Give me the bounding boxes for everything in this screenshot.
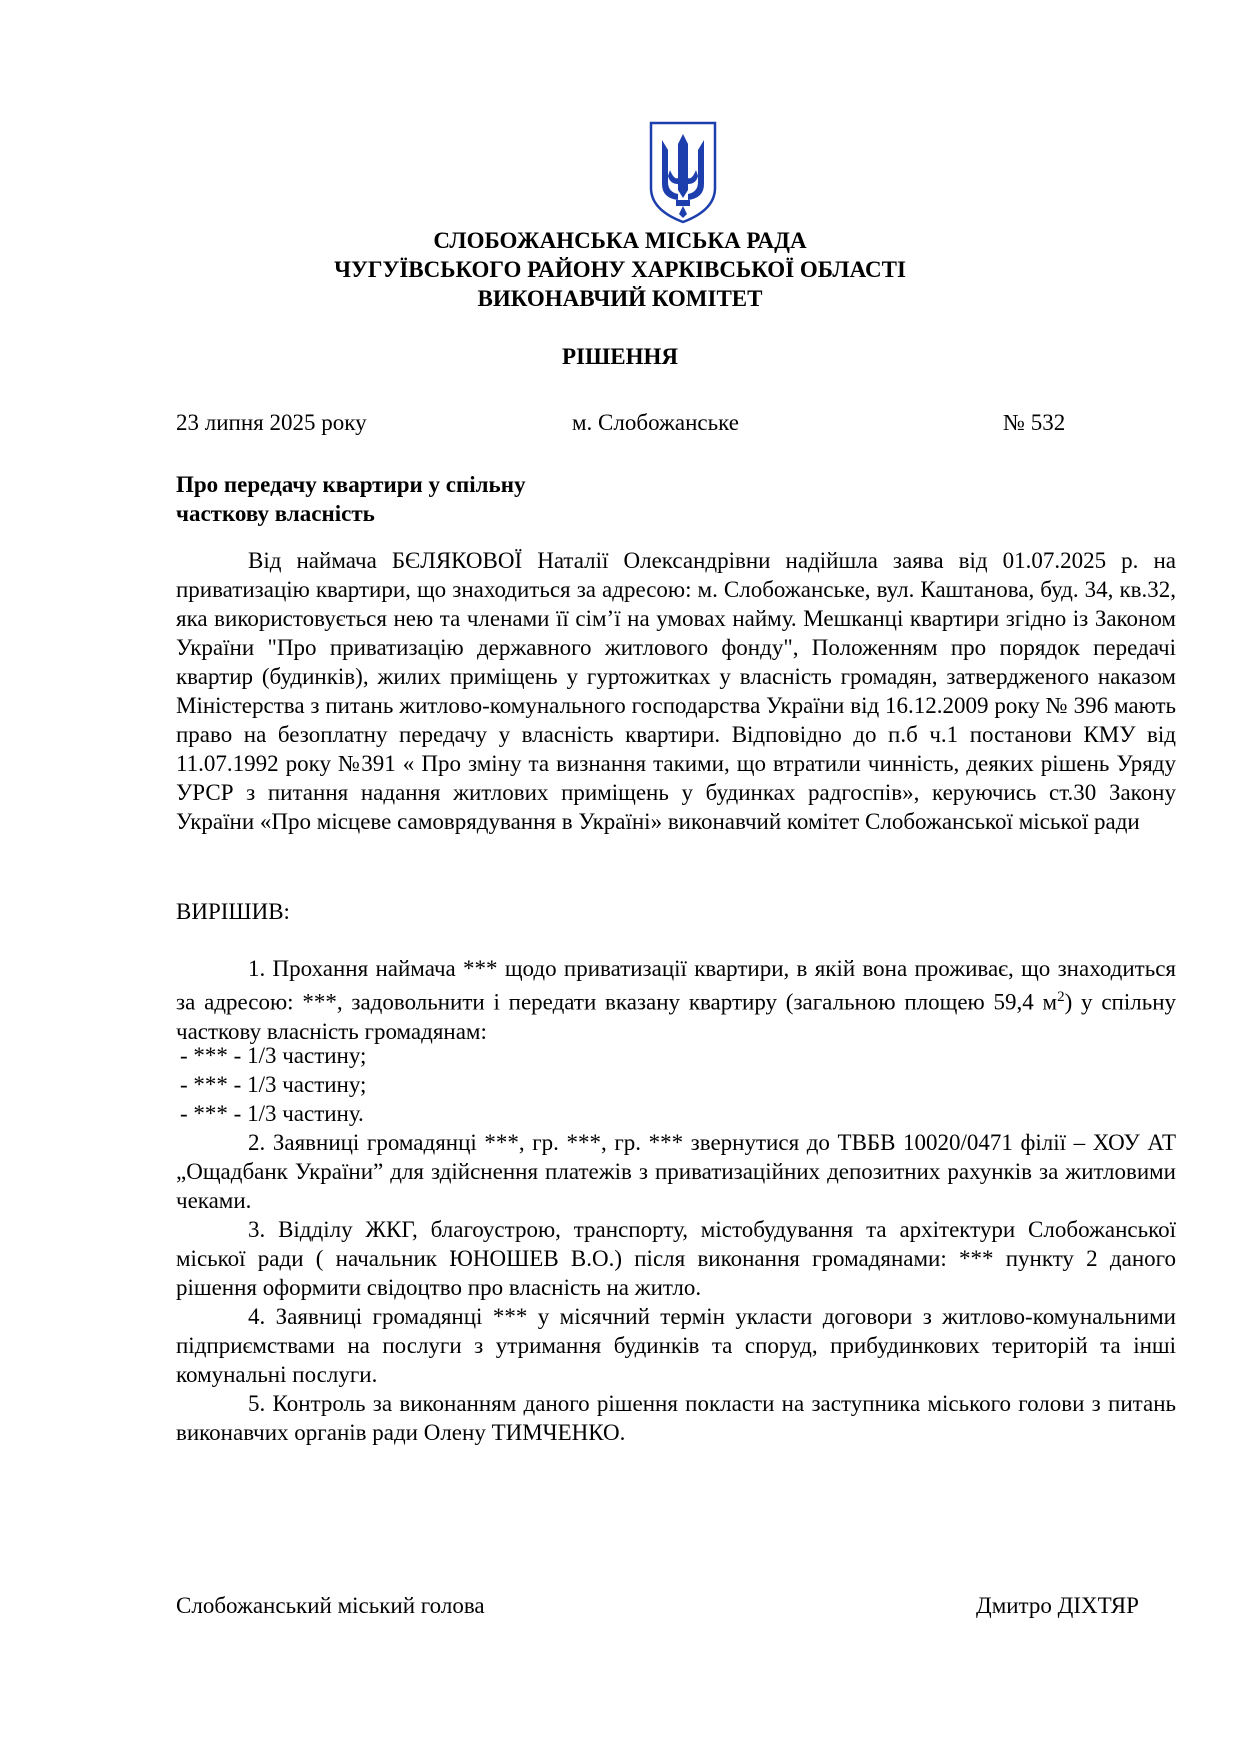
document-place: м. Слобожанське	[572, 410, 739, 435]
coat-of-arms-trident-icon	[648, 120, 718, 225]
document-type: РІШЕННЯ	[562, 344, 678, 369]
document-number: № 532	[1003, 410, 1066, 435]
decision-item-1	[176, 954, 1176, 1046]
signature-name: Дмитро ДІХТЯР	[976, 1593, 1139, 1618]
share-item-1: - *** - 1/3 частину;	[180, 1043, 367, 1068]
decision-item-3: 3. Відділу ЖКГ, благоустрою, транспорту, містобудування та архітектури Слобожанської міської ради ( начальник ЮНОШЕВ В.О.) після виконання громадянами: *** пункту 2 даного рішення оформити свідоцтво про власність на житло.	[176, 1217, 1176, 1300]
decision-item-2: 2. Заявниці громадянці ***, гр. ***, гр. *** звернутися до ТВБВ 10020/0471 філії – ХОУ АТ „Ощадбанк України” для здійснення платежів з приватизаційних депозитних рахунків за житловими чеками.	[176, 1130, 1176, 1213]
document-subject	[176, 470, 525, 528]
header-line-2: ЧУГУЇВСЬКОГО РАЙОНУ ХАРКІВСЬКОЇ ОБЛАСТІ	[334, 257, 906, 282]
decision-item-5: 5. Контроль за виконанням даного рішення покласти на заступника міського голови з питань виконавчих органів ради Олену ТИМЧЕНКО.	[176, 1391, 1176, 1445]
decision-item-4: 4. Заявниці громадянці *** у місячний термін укласти договори з житлово-комунальними підприємствами на послуги з утримання будинків та споруд, прибудинкових територій та інші комунальні послуги.	[176, 1304, 1176, 1387]
preamble-paragraph: Від наймача БЄЛЯКОВОЇ Наталії Олександрівни надійшла заява від 01.07.2025 р. на приватизацію квартири, що знаходиться за адресою: м. Слобожанське, вул. Каштанова, буд. 34, кв.32, яка використовується нею та членами її сім’ї на умовах найму. Мешканці квартири згідно із Законом України "Про приватизацію державного житлового фонду", Положенням про порядок передачі квартир (будинків), жилих приміщень у гуртожитках у власність громадян, затвердженого наказом Міністерства з питань житлово-комунального господарства України від 16.12.2009 року № 396 мають право на безоплатну передачу у власність квартири. Відповідно до п.б ч.1 постанови КМУ від 11.07.1992 року №391 « Про зміну та визнання такими, що втратили чинність, деяких рішень Уряду УРСР з питання надання житлових приміщень у будинках радгоспів», керуючись ст.30 Закону України «Про місцеве самоврядування в Україні» виконавчий комітет Слобожанської міської ради	[176, 548, 1176, 834]
item-1-superscript: 2	[1057, 989, 1065, 1005]
subject-line-2: часткову власність	[176, 501, 375, 526]
share-item-2: - *** - 1/3 частину;	[180, 1072, 367, 1097]
header-line-1: СЛОБОЖАНСЬКА МІСЬКА РАДА	[433, 228, 807, 253]
council-header	[0, 226, 1240, 313]
document-date: 23 липня 2025 року	[176, 410, 367, 435]
item-1-text-a: 1. Прохання наймача *** щодо приватизації квартири, в якій вона проживає, що знаходиться за адресою: ***, задовольнити і передати вказану квартиру (загальною площею 59,4 м	[176, 956, 1176, 1015]
signature-position: Слобожанський міський голова	[176, 1593, 485, 1618]
verdict-heading: ВИРІШИВ:	[176, 899, 290, 924]
header-line-3: ВИКОНАВЧИЙ КОМІТЕТ	[477, 286, 763, 311]
share-item-3: - *** - 1/3 частину.	[180, 1101, 364, 1126]
subject-line-1: Про передачу квартири у спільну	[176, 472, 526, 497]
item-1-text-b: ) у спільну часткову власність громадянам:	[176, 989, 1177, 1044]
